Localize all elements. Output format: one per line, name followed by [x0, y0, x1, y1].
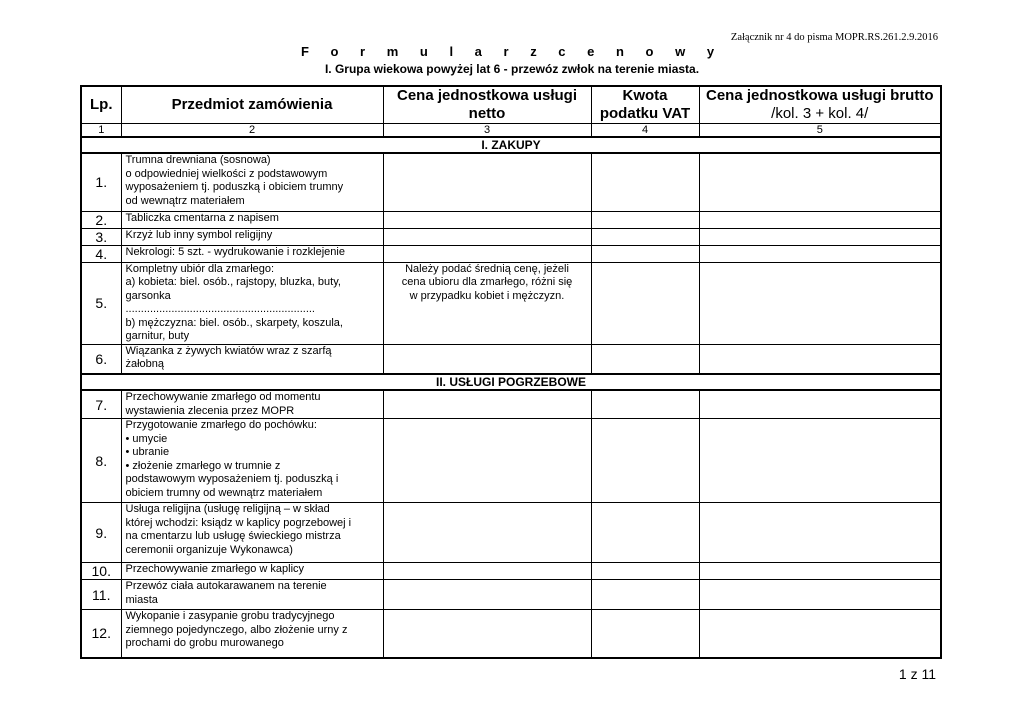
item-description [121, 610, 383, 658]
table-row [81, 610, 941, 658]
row-number: 5. [81, 262, 121, 344]
description-line: ceremonii organizuje Wykonawca) [125, 543, 293, 556]
vat-amount-cell[interactable] [591, 419, 699, 503]
row-number: 8. [81, 419, 121, 503]
description-line: .............................................................. [125, 303, 315, 315]
description-line: miasta [125, 593, 158, 606]
table-row [81, 419, 941, 503]
section-title: I. ZAKUPY [81, 137, 941, 153]
page-number: 1 z 11 [898, 666, 936, 682]
item-description [121, 228, 383, 245]
description-line: wyposażeniem tj. poduszką i obiciem trumny [125, 181, 344, 193]
column-number: 3 [383, 124, 591, 138]
description-line: Przygotowanie zmarłego do pochówku: [125, 419, 317, 431]
gross-price-cell[interactable] [699, 563, 941, 580]
item-description [121, 211, 383, 228]
gross-price-cell[interactable] [699, 344, 941, 374]
description-line: Wykopanie i zasypanie grobu tradycyjnego [125, 610, 335, 622]
description-line: Nekrologi: 5 szt. - wydrukowanie i rozklejenie [125, 245, 345, 258]
col-header-subject: Przedmiot zamówienia [121, 86, 383, 124]
description-line: Kompletny ubiór dla zmarłego: [125, 262, 275, 275]
section-title: II. USŁUGI POGRZEBOWE [81, 374, 941, 390]
item-description [121, 153, 383, 211]
description-line: żałobną [125, 358, 165, 370]
table-row [81, 580, 941, 610]
item-description [121, 245, 383, 262]
vat-amount-cell[interactable] [591, 563, 699, 580]
item-description [121, 580, 383, 610]
net-price-cell[interactable] [383, 211, 591, 228]
description-line: od wewnątrz materiałem [125, 194, 245, 207]
net-price-cell[interactable] [383, 610, 591, 658]
description-line: ziemnego pojedynczego, albo złożenie urny z [125, 623, 348, 636]
vat-amount-cell[interactable] [591, 390, 699, 419]
table-row [81, 262, 941, 344]
description-line: b) mężczyzna: biel. osób., skarpety, koszula, [125, 316, 343, 329]
table-row [81, 563, 941, 580]
table-row [81, 228, 941, 245]
net-price-cell[interactable] [383, 390, 591, 419]
description-line: Przewóz ciała autokarawanem na terenie [125, 580, 327, 592]
description-line: • umycie [125, 432, 168, 445]
col-header-net-price: Cena jednostkowa usługi netto [383, 86, 591, 124]
gross-price-cell[interactable] [699, 153, 941, 211]
description-line: Przechowywanie zmarłego w kaplicy [125, 563, 305, 575]
row-number: 3. [81, 228, 121, 245]
form-title: F o r m u l a r z c e n o w y [300, 44, 724, 59]
description-line: podstawowym wyposażeniem tj. poduszką i [125, 473, 339, 485]
row-number: 9. [81, 503, 121, 563]
vat-amount-cell[interactable] [591, 245, 699, 262]
form-subtitle: I. Grupa wiekowa powyżej lat 6 - przewóz zwłok na terenie miasta. [324, 62, 700, 76]
col-header-vat: Kwota podatku VAT [591, 86, 699, 124]
document-reference: Załącznik nr 4 do pisma MOPR.RS.261.2.9.2016 [730, 32, 938, 43]
gross-price-cell[interactable] [699, 503, 941, 563]
net-price-cell[interactable] [383, 419, 591, 503]
description-line: wystawienia zlecenia przez MOPR [125, 404, 295, 417]
vat-amount-cell[interactable] [591, 610, 699, 658]
row-number: 7. [81, 390, 121, 419]
net-price-note-line: w przypadku kobiet i mężczyzn. [409, 289, 565, 302]
net-price-cell[interactable] [383, 245, 591, 262]
vat-amount-cell[interactable] [591, 211, 699, 228]
table-row [81, 344, 941, 374]
row-number: 10. [81, 563, 121, 580]
gross-price-cell[interactable] [699, 228, 941, 245]
price-form-table [80, 85, 942, 659]
description-line: Usługa religijna (usługę religijną – w skład [125, 503, 330, 515]
column-number: 2 [121, 124, 383, 138]
row-number: 2. [81, 211, 121, 228]
item-description [121, 390, 383, 419]
col-header-gross-price: Cena jednostkowa usługi brutto /kol. 3 + kol. 4/ [699, 86, 941, 124]
vat-amount-cell[interactable] [591, 228, 699, 245]
description-line: Trumna drewniana (sosnowa) [125, 154, 271, 166]
description-line: prochami do grobu murowanego [125, 637, 284, 649]
gross-price-cell[interactable] [699, 262, 941, 344]
net-price-cell[interactable] [383, 563, 591, 580]
table-header-row [81, 86, 941, 124]
row-number: 12. [81, 610, 121, 658]
row-number: 1. [81, 153, 121, 211]
row-number: 11. [81, 580, 121, 610]
description-line: o odpowiedniej wielkości z podstawowym [125, 167, 328, 180]
vat-amount-cell[interactable] [591, 580, 699, 610]
column-number-row [81, 124, 941, 138]
net-price-cell[interactable] [383, 153, 591, 211]
net-price-note-line: Należy podać średnią cenę, jeżeli [405, 262, 569, 275]
description-line: na cmentarzu lub usługę świeckiego mistrza [125, 530, 341, 542]
table-row [81, 390, 941, 419]
table-row [81, 153, 941, 211]
col-header-lp: Lp. [81, 86, 121, 124]
description-line: Przechowywanie zmarłego od momentu [125, 391, 321, 403]
gross-price-cell[interactable] [699, 419, 941, 503]
description-line: Wiązanka z żywych kwiatów wraz z szarfą [125, 344, 332, 357]
item-description [121, 503, 383, 563]
table-row [81, 211, 941, 228]
row-number: 6. [81, 344, 121, 374]
net-price-cell[interactable] [383, 228, 591, 245]
gross-price-cell[interactable] [699, 211, 941, 228]
net-price-note-line: cena ubioru dla zmarłego, różni się [401, 276, 573, 288]
vat-amount-cell[interactable] [591, 344, 699, 374]
item-description [121, 563, 383, 580]
description-line: a) kobieta: biel. osób., rajstopy, bluzka, buty, [125, 276, 341, 288]
section-header-purchases [81, 137, 941, 153]
vat-amount-cell[interactable] [591, 503, 699, 563]
table-row [81, 503, 941, 563]
gross-price-cell[interactable] [699, 580, 941, 610]
gross-price-cell[interactable] [699, 390, 941, 419]
row-number: 4. [81, 245, 121, 262]
column-number: 1 [81, 124, 121, 138]
item-description [121, 419, 383, 503]
description-line: garnitur, buty [125, 330, 190, 342]
description-line: Krzyż lub inny symbol religijny [125, 228, 273, 241]
net-price-cell[interactable] [383, 503, 591, 563]
section-header-funeral-services [81, 374, 941, 390]
gross-price-cell[interactable] [699, 610, 941, 658]
column-number: 4 [591, 124, 699, 138]
net-price-cell[interactable] [383, 580, 591, 610]
column-number: 5 [699, 124, 941, 138]
description-line: garsonka [125, 289, 171, 302]
description-line: Tabliczka cmentarna z napisem [125, 211, 279, 224]
description-line: • ubranie [125, 446, 170, 458]
description-line: obiciem trumny od wewnątrz materiałem [125, 486, 323, 499]
item-description [121, 262, 383, 344]
item-description [121, 344, 383, 374]
gross-price-cell[interactable] [699, 245, 941, 262]
description-line: której wchodzi: ksiądz w kaplicy pogrzebowej i [125, 516, 352, 529]
description-line: • złożenie zmarłego w trumnie z [125, 459, 281, 472]
vat-amount-cell[interactable] [591, 153, 699, 211]
net-price-cell[interactable] [383, 262, 591, 344]
table-row [81, 245, 941, 262]
net-price-cell[interactable] [383, 344, 591, 374]
vat-amount-cell[interactable] [591, 262, 699, 344]
